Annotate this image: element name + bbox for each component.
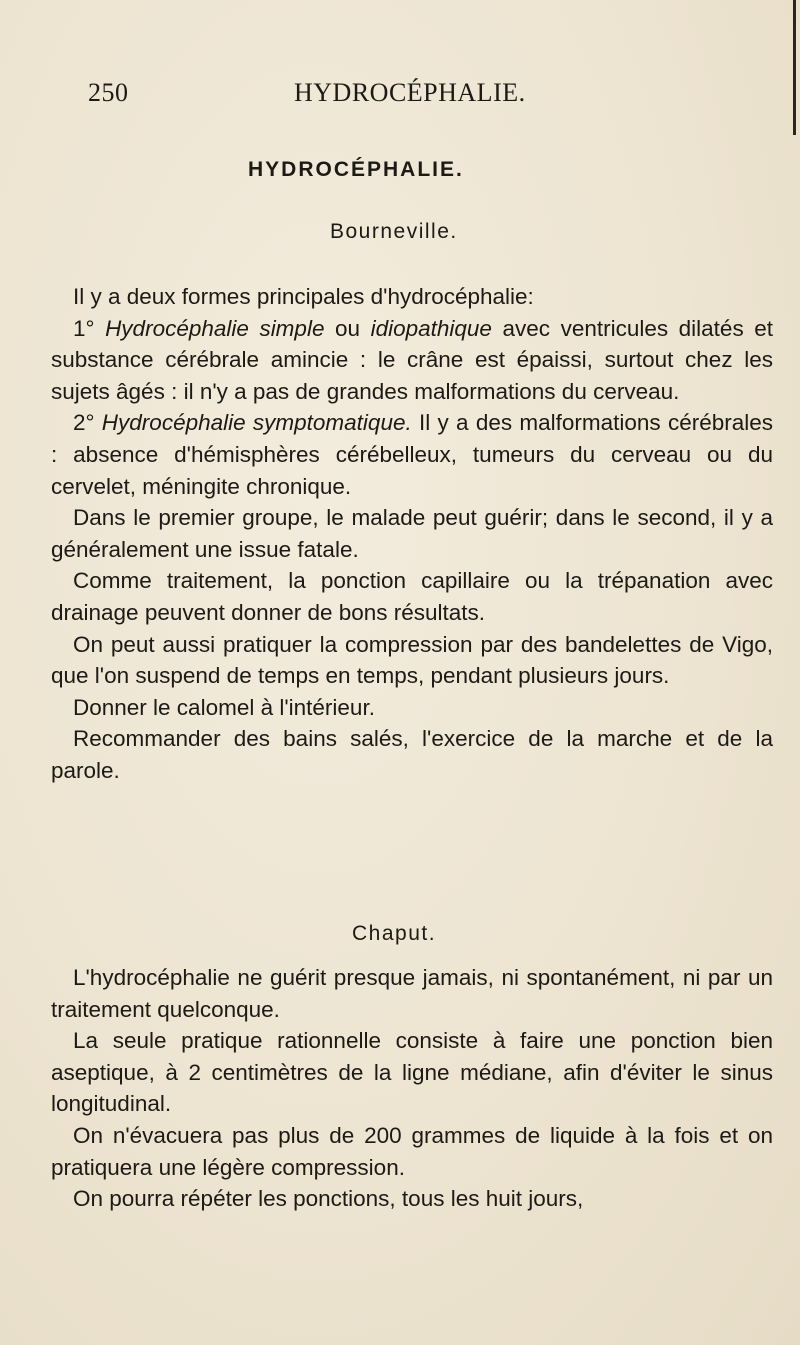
- paragraph: Donner le calomel à l'intérieur.: [73, 694, 375, 720]
- paragraph: [51, 407, 773, 502]
- paragraph: L'hydrocéphalie ne guérit presque jamais, ni spontanément, ni par un traitement quelconque.: [51, 965, 773, 1022]
- text: ou: [324, 315, 371, 341]
- running-head: [88, 78, 688, 112]
- list-number: 1°: [73, 315, 95, 341]
- paragraph: Comme traitement, la ponction capillaire ou la trépanation avec drainage peuvent donner de bons résultats.: [51, 568, 773, 625]
- page-number: 250: [88, 78, 129, 107]
- text: avec ventricules dilatés et substance cérébrale amincie : le crâne est épaissi, surtout chez les sujets âgés : il n'y a pas de grandes malformations du cerveau.: [51, 315, 773, 404]
- paragraph: Dans le premier groupe, le malade peut guérir; dans le second, il y a généralement une issue fatale.: [51, 505, 773, 562]
- list-number: 2°: [73, 410, 95, 436]
- emphasis: Hydrocéphalie symptomatique.: [101, 410, 412, 436]
- page-edge-shadow: [793, 0, 796, 135]
- section-title: HYDROCÉPHALIE.: [248, 158, 464, 181]
- paragraph: On n'évacuera pas plus de 200 grammes de liquide à la fois et on pratiquera une légère compression.: [51, 1122, 773, 1180]
- paragraph: On peut aussi pratiquer la compression par des bandelettes de Vigo, que l'on suspend de temps en temps, pendant plusieurs jours.: [51, 631, 773, 689]
- paragraph: La seule pratique rationnelle consiste à faire une ponction bien aseptique, à 2 centimètres de la ligne médiane, afin d'éviter le sinus longitudinal.: [51, 1028, 773, 1117]
- paragraph: On pourra répéter les ponctions, tous les huit jours,: [73, 1186, 584, 1212]
- author-chaput: Chaput.: [352, 922, 437, 945]
- running-title: HYDROCÉPHALIE.: [294, 78, 526, 107]
- bourneville-text: [51, 281, 773, 787]
- paragraph: Recommander des bains salés, l'exercice de la marche et de la parole.: [51, 726, 773, 783]
- chaput-text: [51, 962, 773, 1215]
- emphasis: idiopathique: [370, 315, 492, 341]
- paragraph: Il y a deux formes principales d'hydrocéphalie:: [73, 284, 534, 309]
- text: Il y a des malformations cérébrales : absence d'hémisphères cérébelleux, tumeurs du cerveau ou du cervelet, méningite chronique.: [51, 410, 773, 499]
- author-bourneville: Bourneville.: [330, 220, 458, 243]
- paragraph: [51, 313, 773, 408]
- emphasis: Hydrocéphalie simple: [105, 315, 325, 341]
